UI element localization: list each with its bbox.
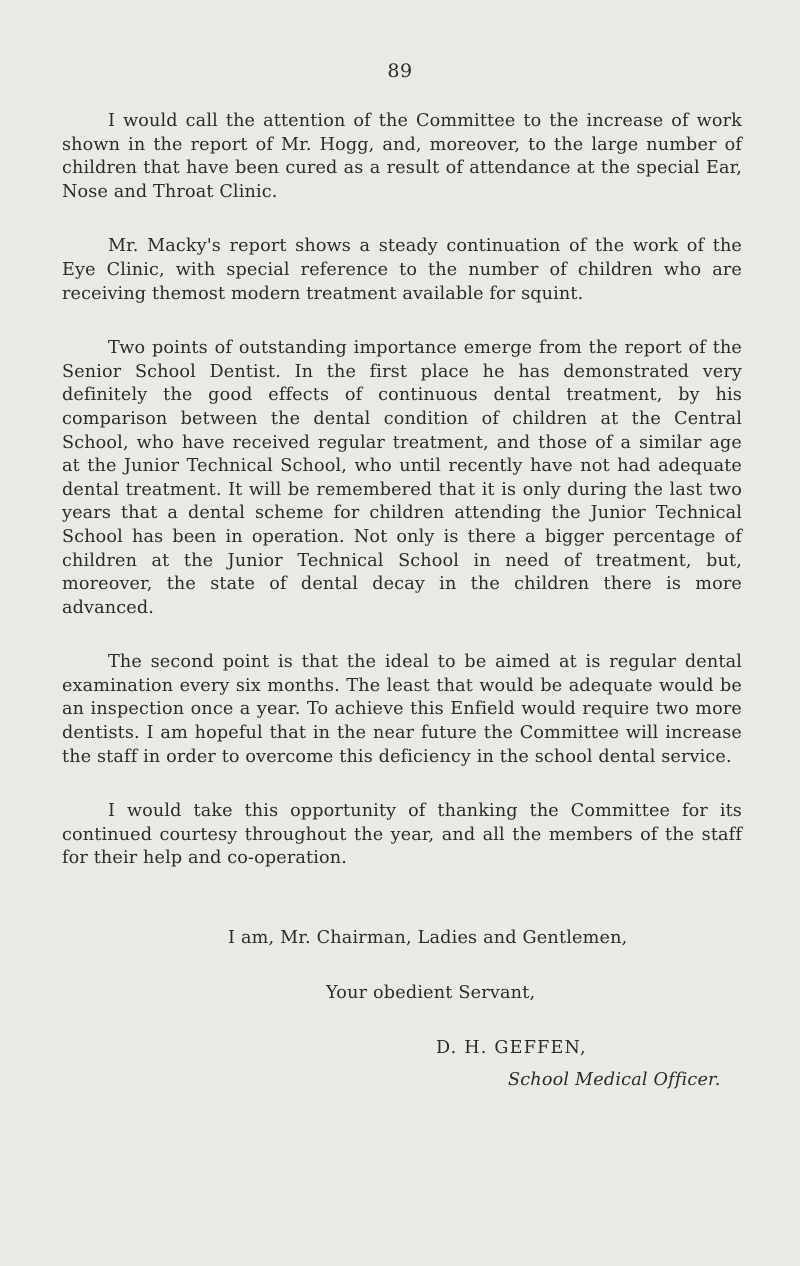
paragraph-thanks: I would take this opportunity of thanking the Committee for its continued courtesy throughout the year, and all the members of the staff for their help and co-operation. <box>62 801 742 869</box>
closing-salutation: I am, Mr. Chairman, Ladies and Gentlemen, <box>228 928 628 948</box>
signature-title: School Medical Officer. <box>508 1070 721 1090</box>
paragraph-ent-clinic: I would call the attention of the Committee to the increase of work shown in the report of Mr. Hogg, and, moreover, to the large number of children that have been cured as a result of attendance at the special Ear, Nose and Throat Clinic. <box>62 111 742 202</box>
page-number: 89 <box>387 60 413 82</box>
paragraph-dental-points: Two points of outstanding importance emerge from the report of the Senior School Dentist. In the first place he has demonstrated very definitely the good effects of continuous dental treatment, by his comparison between the dental condition of children at the Central School, who have received regular treatment, and those of a similar age at the Junior Technical School, who until recently have not had adequate dental treatment. It will be remembered that it is only during the last two years that a dental scheme for children attending the Junior Technical School has been in operation. Not only is there a bigger percentage of children at the Junior Technical School in need of treatment, but, moreover, the state of dental decay in the children there is more advanced. <box>62 338 742 618</box>
paragraph-eye-clinic: Mr. Macky's report shows a steady continuation of the work of the Eye Clinic, with special reference to the number of children who are receiving themost modern treatment available for squint. <box>62 236 742 304</box>
report-body <box>62 110 742 902</box>
paragraph-dental-examination: The second point is that the ideal to be aimed at is regular dental examination every six months. The least that would be adequate would be an inspection once a year. To achieve this Enfield would require two more dentists. I am hopeful that in the near future the Committee will increase the staff in order to overcome this deficiency in the school dental service. <box>62 652 742 767</box>
signature-name: D. H. GEFFEN, <box>436 1038 587 1058</box>
closing-servant: Your obedient Servant, <box>326 983 536 1003</box>
